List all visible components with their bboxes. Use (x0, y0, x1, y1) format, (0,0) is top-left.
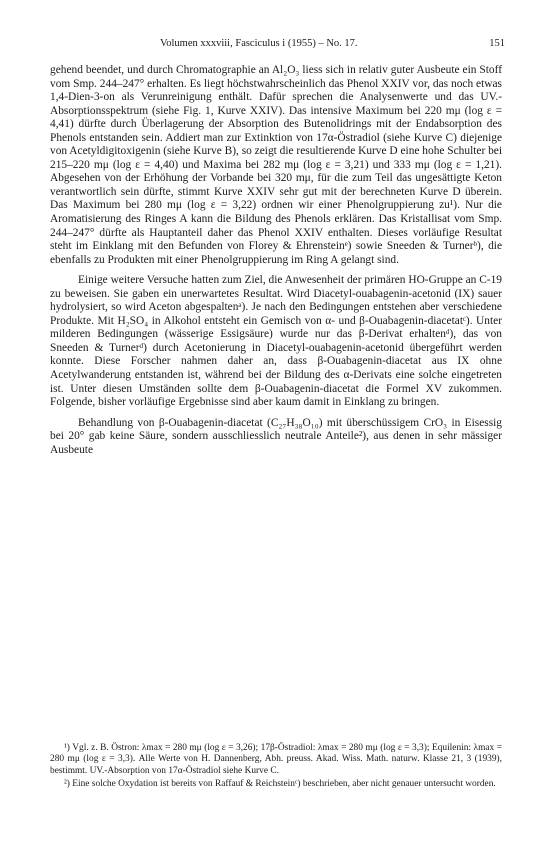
footnote: ¹) Vgl. z. B. Östron: λmax = 280 mμ (log ε = 3,26); 17β-Östradiol: λmax = 280 mμ (log ε = 3,3); Equilenin: λmax = 280 mμ (log ε = 3,3). Alle Werte von H. Dannenberg, Abh. preuss. Akad. Wiss. Math. naturw. Klasse 21, 3 (1939), bestimmt. UV.-Absorption von 17α-Östradiol siehe Kurve C. (50, 743, 502, 776)
paragraph: Behandlung von β-Ouabagenin-diacetat (C₂₇H₃₈O₁₀) mit überschüssigem CrO₃ in Eisessig bei 20° gab keine Säure, sondern ausschliesslich neutrale Anteile²), aus denen in sehr mässiger Ausbeute (50, 416, 502, 456)
page-number: 151 (489, 38, 505, 49)
body-text (50, 64, 502, 457)
paragraph: gehend beendet, und durch Chromatographie an Al₂O₃ liess sich in relativ guter Ausbeute ein Stoff vom Smp. 244–247° erhalten. Es liegt höchstwahrscheinlich das Phenol XXIV vor, das noch etwas 1,4-Dien-3-on als Verunreinigung enthält. Dafür sprechen die Analysenwerte und das UV.-Absorptionsspektrum (siehe Fig. 1, Kurve XXIV). Das intensive Maximum bei 220 mμ (log ε = 4,41) dürfte durch Überlagerung der Absorption des Butenolidrings mit der Endabsorption des Phenols entstanden sein. Addiert man zur Extinktion von 17α-Östradiol (siehe Kurve C) diejenige von Acetyldigitoxigenin (siehe Kurve B), so zeigt die resultierende Kurve D eine hohe Schulter bei 215–220 mμ (log ε = 4,40) und Maxima bei 282 mμ (log ε = 3,21) und 333 mμ (log ε = 1,21). Abgesehen von der Erhöhung der Vorbande bei 320 mμ, für die zum Teil das ungesättigte Keton verantwortlich sein dürfte, stimmt Kurve XXIV sehr gut mit der berechneten Kurve D überein. Das Maximum bei 280 mμ (log ε = 3,22) ordnen wir einer Phenolgruppierung zu¹). Nur die Aromatisierung des Ringes A kann die Bildung des Phenols erklären. Das Kristallisat vom Smp. 244–247° dürfte als Hauptanteil daher das Phenol XXIV enthalten. Dieses vorläufige Resultat steht im Einklang mit den Befunden von Florey & Ehrensteinᵉ) sowie Sneeden & Turnerᵇ), die ebenfalls zu Produkten mit einer Phenolgruppierung im Ring A gelangt sind. (50, 64, 503, 266)
footnote: ²) Eine solche Oxydation ist bereits von Raffauf & Reichsteinᶜ) beschrieben, aber nicht genauer untersucht worden. (64, 779, 496, 790)
running-title: Volumen xxxviii, Fasciculus i (1955) – No. 17. (160, 38, 358, 49)
running-header (50, 38, 505, 52)
footnotes (50, 743, 502, 791)
paragraph: Einige weitere Versuche hatten zum Ziel, die Anwesenheit der primären HO-Gruppe an C-19 zu beweisen. Sie gaben ein unerwartetes Resultat. Wird Diacetyl-ouabagenin-acetonid (IX) sauer hydrolysiert, so wird Aceton abgespaltenᵃ). Je nach den Bedingungen entstehen aber verschiedene Produkte. Mit H₂SO₄ in Alkohol entsteht ein Gemisch von α- und β-Ouabagenin-diacetatᶜ). Unter milderen Bedingungen (wässerige Essigsäure) wurde nur das β-Derivat erhaltenᵈ), das von Sneeden & Turnerᵈ) durch Acetonierung in Diacetyl-ouabagenin-acetonid übergeführt werden konnte. Diese Forscher nahmen daher an, dass β-Ouabagenin-diacetat aus IX ohne Acetylwanderung entstanden ist, während bei der Bildung des α-Derivats eine solche eingetreten ist. Unter diesen Umständen sollte dem β-Ouabagenin-diacetat die Formel XV zukommen. Folgende, bisher vorläufige Ergebnisse sind aber kaum damit in Einklang zu bringen. (50, 274, 502, 409)
